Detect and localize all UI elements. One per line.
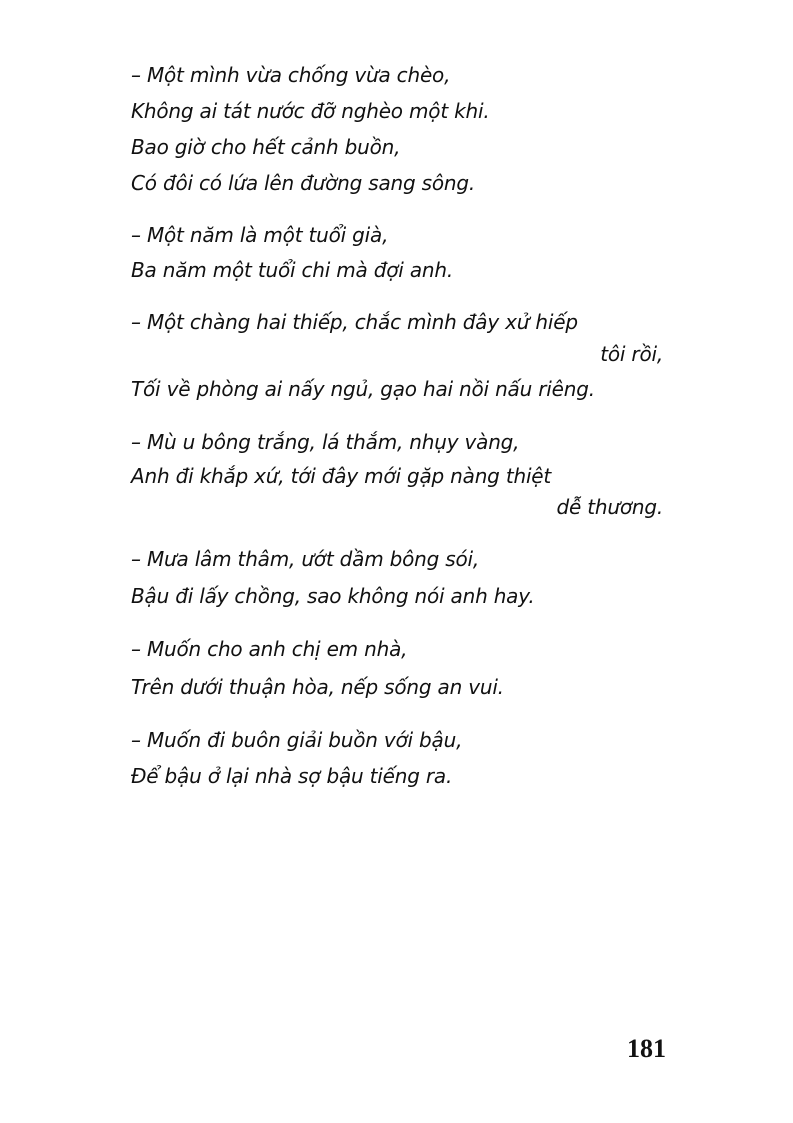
verse-line: Có đôi có lứa lên đường sang sông. <box>131 171 476 195</box>
verse-line-continuation: tôi rồi, <box>600 342 663 366</box>
verse-line: – Một mình vừa chống vừa chèo, <box>131 63 451 87</box>
page-number: 181 <box>627 1034 666 1063</box>
verse-line: Để bậu ở lại nhà sợ bậu tiếng ra. <box>131 764 453 788</box>
verse-line: – Một chàng hai thiếp, chắc mình đây xử hiếp <box>131 310 578 334</box>
verse-line: – Muốn đi buôn giải buồn với bậu, <box>131 728 463 752</box>
verse-line-continuation: dễ thương. <box>556 495 663 519</box>
verse-line: Không ai tát nước đỡ nghèo một khi. <box>131 99 490 123</box>
verse-line: – Mưa lâm thâm, ướt dầm bông sói, <box>131 547 480 571</box>
verse-line: Anh đi khắp xứ, tới đây mới gặp nàng thiệt <box>131 464 552 488</box>
verse-line: – Mù u bông trắng, lá thắm, nhụy vàng, <box>131 430 520 454</box>
verse-line: Ba năm một tuổi chi mà đợi anh. <box>131 258 453 282</box>
verse-line: Trên dưới thuận hòa, nếp sống an vui. <box>131 675 504 699</box>
verse-line: – Một năm là một tuổi già, <box>131 223 389 247</box>
verse-line: Bậu đi lấy chồng, sao không nói anh hay. <box>131 584 535 608</box>
verse-line: Tối về phòng ai nấy ngủ, gạo hai nồi nấu riêng. <box>131 377 595 401</box>
verse-line: Bao giờ cho hết cảnh buồn, <box>131 135 401 159</box>
verse-line: – Muốn cho anh chị em nhà, <box>131 637 408 661</box>
